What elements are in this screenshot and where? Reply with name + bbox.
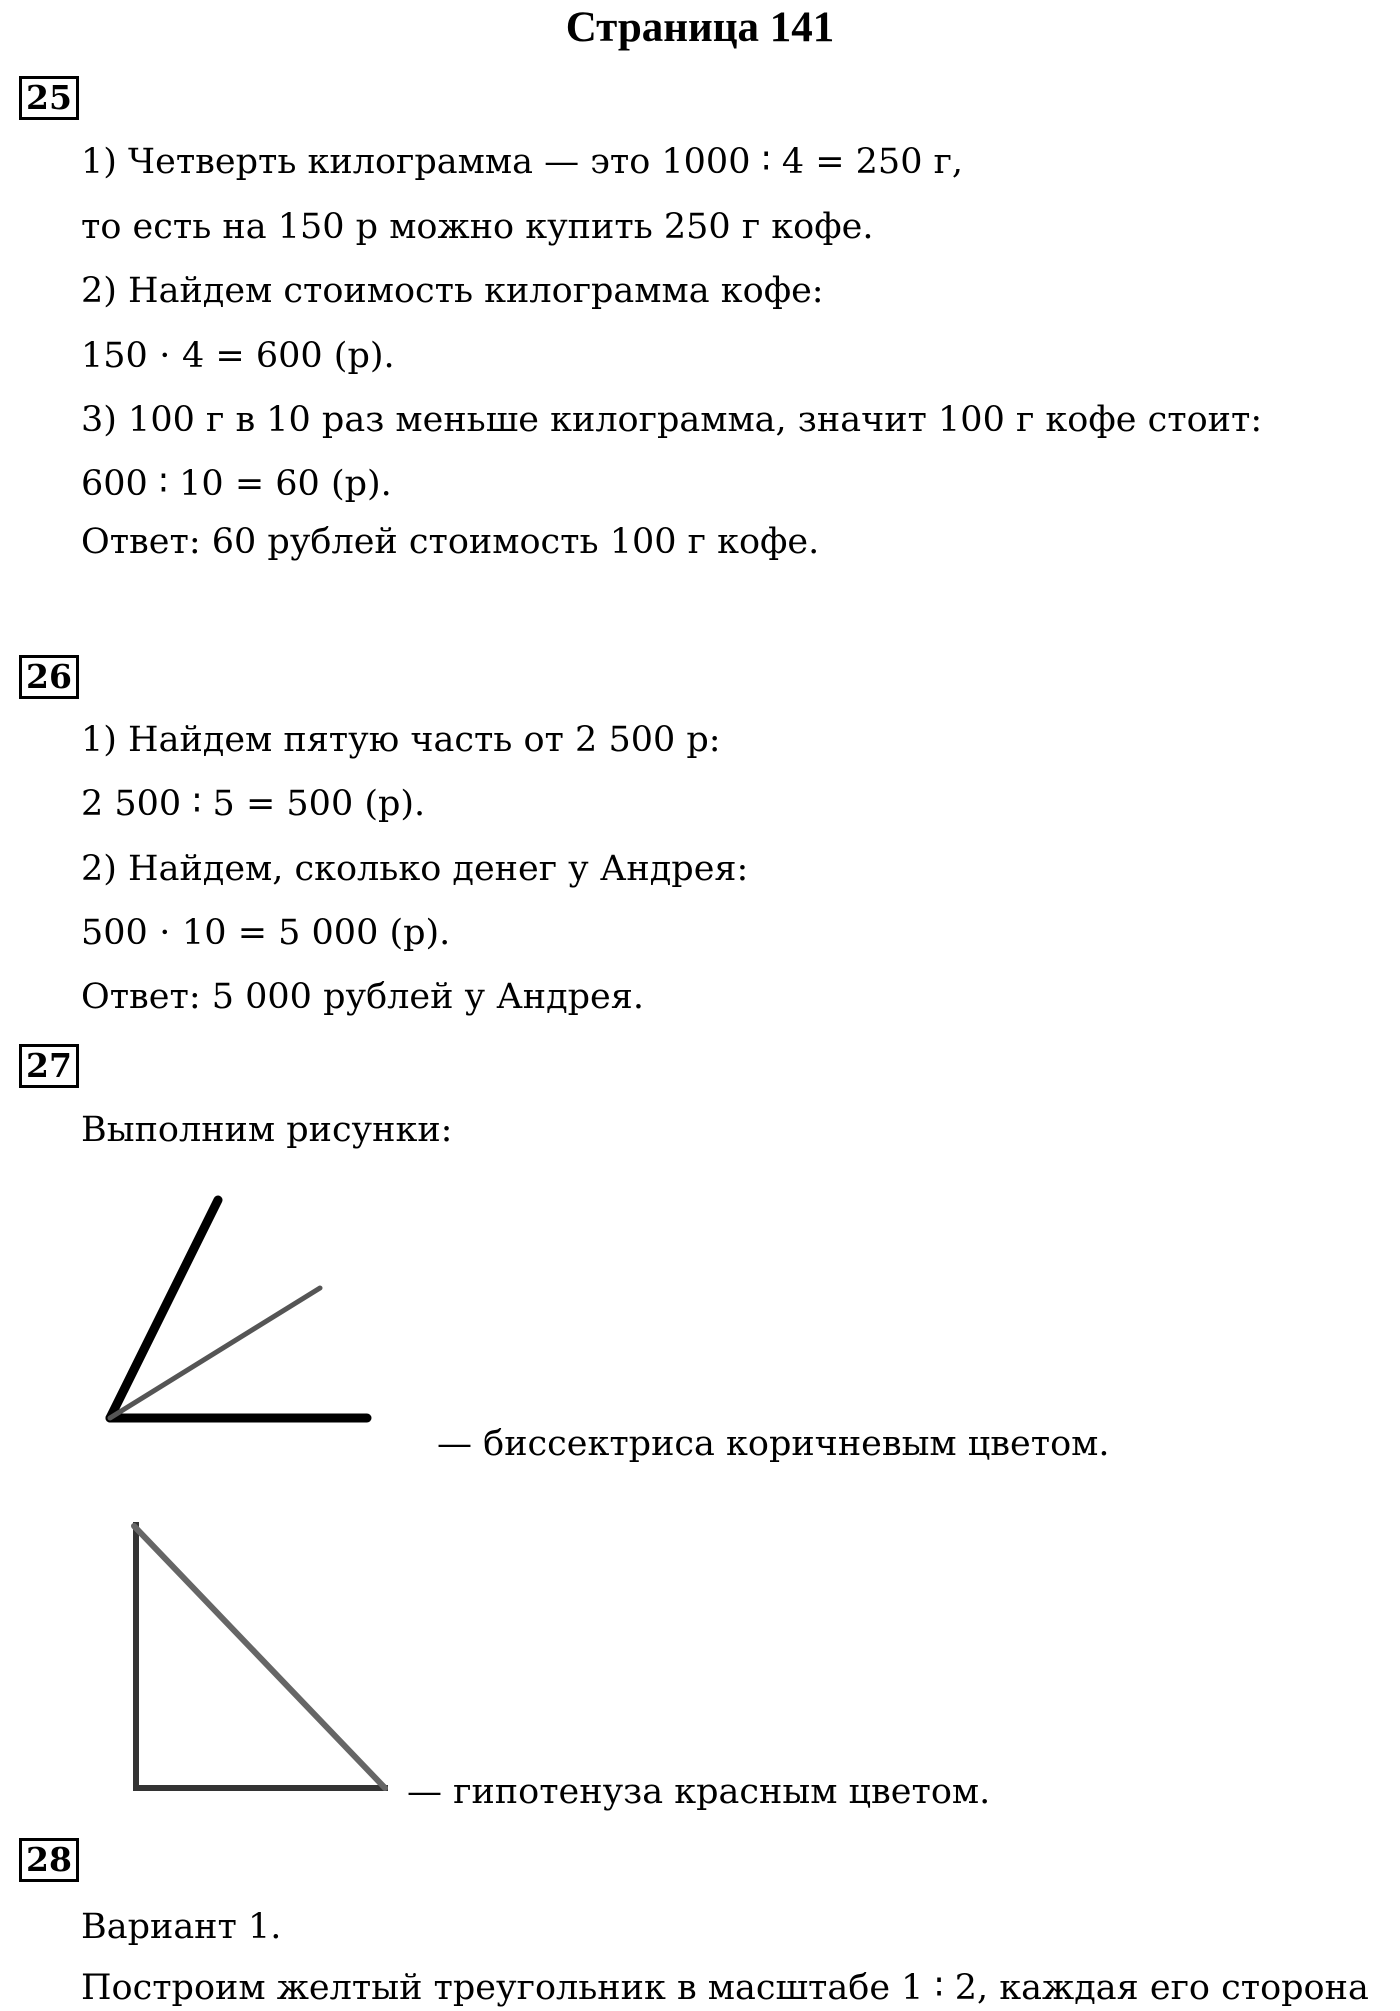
task-25-line-5: 3) 100 г в 10 раз меньше килограмма, значит 100 г кофе стоит: [81,400,1263,440]
right-triangle-figure [0,1510,420,1800]
triangle-hypotenuse [134,1526,385,1788]
task-number-27: 27 [19,1044,79,1088]
task-27-line-1: Выполним рисунки: [81,1110,453,1150]
page-title: Страница 141 [565,4,835,51]
task-number-25: 25 [19,76,79,120]
triangle-caption: — гипотенуза красным цветом. [407,1772,991,1812]
task-25-answer: Ответ: 60 рублей стоимость 100 г кофе. [81,522,820,562]
task-26-line-4: 500 ⋅ 10 = 5 000 (р). [81,913,451,953]
task-28-line-2: Построим желтый треугольник в масштабе 1 ∶ 2, каждая его сторона [81,1968,1369,2008]
task-25-line-1: 1) Четверть килограмма — это 1000 ∶ 4 = 250 г, [81,142,964,182]
task-number-28: 28 [19,1838,79,1882]
angle-with-bisector-figure [0,1180,420,1440]
task-25-line-6: 600 ∶ 10 = 60 (р). [81,464,392,504]
task-25-line-2: то есть на 150 р можно купить 250 г кофе. [81,207,874,247]
task-26-line-1: 1) Найдем пятую часть от 2 500 р: [81,720,721,760]
task-26-answer: Ответ: 5 000 рублей у Андрея. [81,977,644,1017]
task-25-line-4: 150 ⋅ 4 = 600 (р). [81,336,395,376]
angle-caption: — биссектриса коричневым цветом. [437,1424,1110,1464]
task-26-line-2: 2 500 ∶ 5 = 500 (р). [81,784,426,824]
task-26-line-3: 2) Найдем, сколько денег у Андрея: [81,849,749,889]
task-25-line-3: 2) Найдем стоимость килограмма кофе: [81,271,824,311]
task-number-26: 26 [19,655,79,699]
task-28-line-1: Вариант 1. [81,1907,282,1947]
